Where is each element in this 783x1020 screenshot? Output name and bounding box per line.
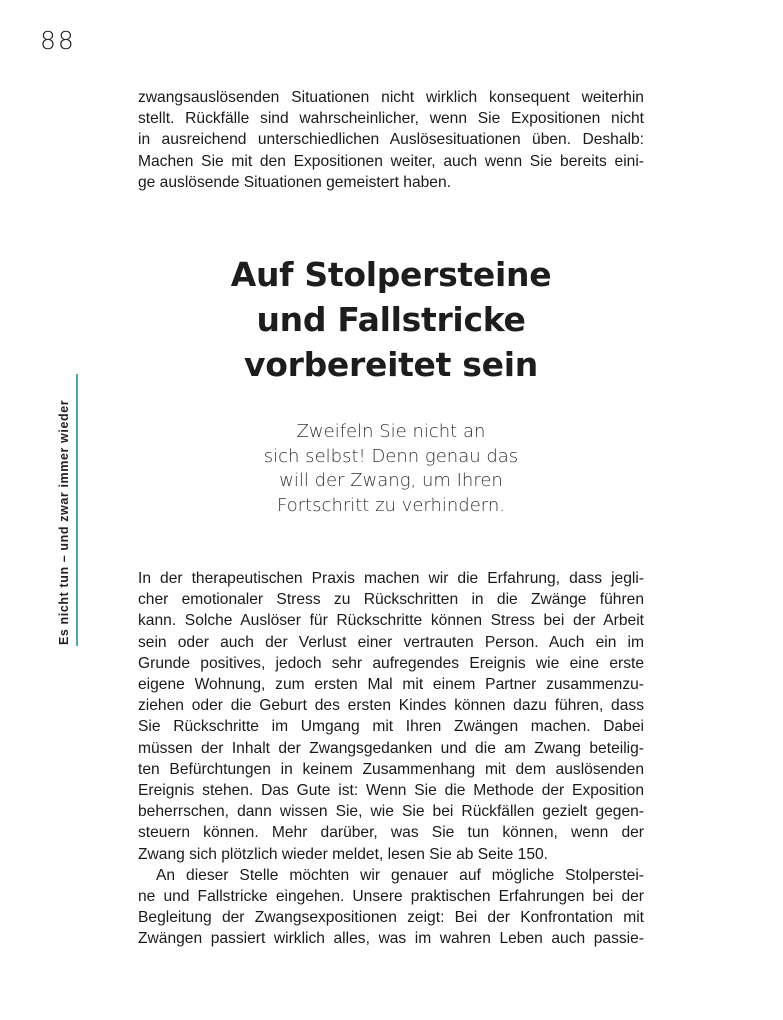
text-line: Zwängen passiert wirklich alles, was im wahren Leben auch passie- — [138, 930, 644, 948]
quote-line: Fortschritt zu verhindern. — [276, 495, 506, 517]
text-line: An dieser Stelle möchten wir genauer auf mögliche Stolperstei- — [156, 866, 644, 884]
section-heading — [140, 252, 642, 387]
text-line: Begleitung der Zwangsexpositionen zeigt: Bei der Konfrontation mit — [138, 909, 644, 927]
text-line: ziehen oder die Geburt des ersten Kindes können dazu führen, dass — [138, 697, 644, 715]
text-line: eigene Wohnung, zum ersten Mal mit einem Partner zusammenzu- — [138, 676, 644, 694]
quote-line: Zweifeln Sie nicht an — [296, 421, 486, 442]
quote-line: sich selbst! Denn genau das — [263, 445, 519, 467]
heading-line: und Fallstricke — [256, 300, 526, 339]
text-line: cher emotionaler Stress zu Rückschritten in die Zwänge führen — [138, 591, 644, 609]
text-line: In der therapeutischen Praxis machen wir die Erfahrung, dass jegli- — [138, 570, 644, 587]
text-line: stellt. Rückfälle sind wahrscheinlicher, wenn Sie Expositionen nicht — [138, 110, 644, 128]
quote-line: will der Zwang, um Ihren — [279, 470, 503, 492]
text-line: Zwang sich plötzlich wieder meldet, lesen Sie ab Seite 150. — [138, 845, 548, 863]
heading-line: vorbereitet sein — [244, 345, 538, 384]
text-line: ge auslösende Situationen gemeistert haben. — [138, 173, 451, 191]
text-line: beherrschen, dann wissen Sie, wie Sie bei Rückfällen gezielt gegen- — [138, 803, 644, 821]
paragraph-intro — [138, 87, 644, 193]
text-line: Sie Rückschritte im Umgang mit Ihren Zwängen machen. Dabei — [138, 718, 644, 736]
heading-line: Auf Stolpersteine — [230, 255, 552, 294]
text-line: Machen Sie mit den Expositionen weiter, auch wenn Sie bereits eini- — [138, 152, 644, 170]
pull-quote — [190, 420, 592, 519]
page-number: 88 — [40, 26, 76, 55]
text-line: ne und Fallstricke eingehen. Unsere praktischen Erfahrungen bei der — [138, 888, 644, 906]
text-line: zwangsauslösenden Situationen nicht wirklich konsequent weiterhin — [138, 89, 644, 106]
running-side-title: Es nicht tun – und zwar immer wieder — [57, 399, 71, 645]
text-line: kann. Solche Auslöser für Rückschritte können Stress bei der Arbeit — [138, 612, 644, 630]
text-line: sein oder auch der Verlust einer vertrauten Person. Auch ein im — [138, 633, 644, 651]
paragraph-body — [138, 568, 644, 950]
text-line: in ausreichend unterschiedlichen Auslösesituationen üben. Deshalb: — [138, 131, 644, 149]
text-line: Grunde positives, jedoch sehr aufregendes Ereignis wie eine erste — [138, 654, 644, 672]
text-line: steuern können. Mehr darüber, was Sie tun können, wenn der — [138, 824, 644, 842]
text-line: Ereignis stehen. Das Gute ist: Wenn Sie die Methode der Exposition — [138, 782, 644, 800]
text-line: müssen der Inhalt der Zwangsgedanken und die am Zwang beteilig- — [138, 739, 644, 757]
text-line: ten Befürchtungen in keinem Zusammenhang mit dem auslösenden — [138, 760, 644, 778]
accent-rule — [76, 374, 78, 646]
